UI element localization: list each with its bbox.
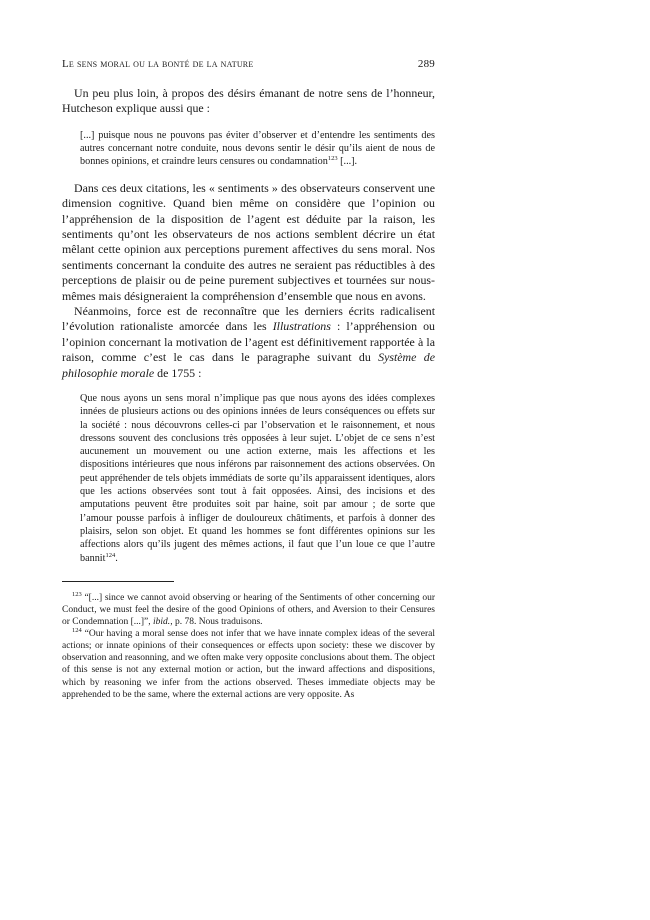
footnote-123-tail: , p. 78. Nous traduisons. xyxy=(170,617,263,628)
block-quote-2 xyxy=(80,392,435,565)
quote-2-text: Que nous ayons un sens moral n’implique pas que nous ayons des idées complexes innées de plusieurs actions ou des opinions innées de leurs conséquences ou effets sur la société : nous découvrons celles-ci par l’observation et le raisonnement, et nous dressons souvent des conclusions très opposées à leur sujet. L’objet de ce sens n’est aucunement un mouvement ou une action externe, mais les affections et les dispositions intérieures que nous inférons par raisonnement des actions observées. On peut appréhender de tels objets immédiats de sorte qu’ils apparaissent identiques, alors que les actions observées sont tout à fait opposées. Ainsi, des incisions et des amputations peuvent être produites soit par haine, soit par amour ; de sorte que l’amour pousse parfois à infliger de douloureux châtiments, et parfois à donner des plaisirs, selon son objet. Et quand les hommes se font différentes opinions sur les affections alors qu’ils jugent des mêmes actions, il faut que l’un loue ce que l’autre bannit xyxy=(80,392,435,564)
footnote-124-number: 124 xyxy=(72,627,82,635)
title-systeme: Système de philosophie morale xyxy=(62,350,435,380)
block-quote-1 xyxy=(80,129,435,169)
footnote-124-text: “Our having a moral sense does not infer that we have innate complex ideas of the several actions; or innate opinions of their consequences or effects upon society: these we discover by observation and reasonning, and we often make very opposite conclusions about them. The object of this sense is not any external motion or action, but the inward affections and dispositions, which by reasoning we infer from the actions observed. Theses immediate objects may be apprehended to be the same, where the external actions are very opposite. As xyxy=(62,629,435,700)
quote-1-tail: [...]. xyxy=(337,156,358,168)
footnote-124 xyxy=(62,628,435,701)
footnote-123-number: 123 xyxy=(72,590,82,598)
footnote-rule xyxy=(62,581,174,582)
footnote-123-ibid: ibid. xyxy=(153,617,171,628)
footnote-123-text: “[...] since we cannot avoid observing or hearing of the Sentiments of other concerning our Conduct, we must feel the desire of the good Opinions of others, and Aversion to their Censures or Condemnation [...]”, xyxy=(62,592,435,628)
paragraph-2: Dans ces deux citations, les « sentiments » des observateurs conservent une dimension cognitive. Quand bien même on considère que l’opinion ou l’appréhension de la disposition de l’agent est déduite par la raison, les sentiments qu’ont les observateurs de nos actions semblent décrire un état mêlant cette opinion aux perceptions purement affectives du sens moral. Nos sentiments concernant la conduite des autres ne seraient pas réductibles à des perceptions de plaisir ou de peine purement subjectives et tournées sur nous-mêmes mais désigneraient la compréhension d’ensemble que nous en avons. xyxy=(62,180,435,303)
footnote-ref-123[interactable]: 123 xyxy=(327,155,338,163)
running-title: Le sens moral ou la bonté de la nature xyxy=(62,58,254,70)
para-3-part-1: Néanmoins, force est de reconnaître que les derniers écrits radicalisent l’évolution rationaliste amorcée dans les xyxy=(62,303,435,334)
footnote-ref-124[interactable]: 124 xyxy=(105,551,116,559)
paragraph-1: Un peu plus loin, à propos des désirs émanant de notre sens de l’honneur, Hutcheson explique aussi que : xyxy=(62,86,435,116)
para-3-part-3: de 1755 : xyxy=(154,365,202,380)
book-page xyxy=(62,58,435,701)
running-header xyxy=(62,58,435,72)
para-3-part-2: : l’appréhension ou l’opinion concernant la motivation de l’agent est définitivement rapportée à la raison, comme c’est le cas dans le paragraphe suivant du xyxy=(62,319,435,365)
quote-1-text: [...] puisque nous ne pouvons pas éviter d’observer et d’entendre les sentiments des autres concernant notre conduite, nous devons sentir le désir qu’ils aient de nous de bonnes opinions, et craindre leurs censures ou condamnation xyxy=(80,129,435,168)
footnote-123 xyxy=(62,592,435,628)
page-number: 289 xyxy=(417,58,435,70)
paragraph-3 xyxy=(62,304,435,381)
title-illustrations: Illustrations xyxy=(272,319,331,334)
quote-2-tail: . xyxy=(115,552,118,564)
